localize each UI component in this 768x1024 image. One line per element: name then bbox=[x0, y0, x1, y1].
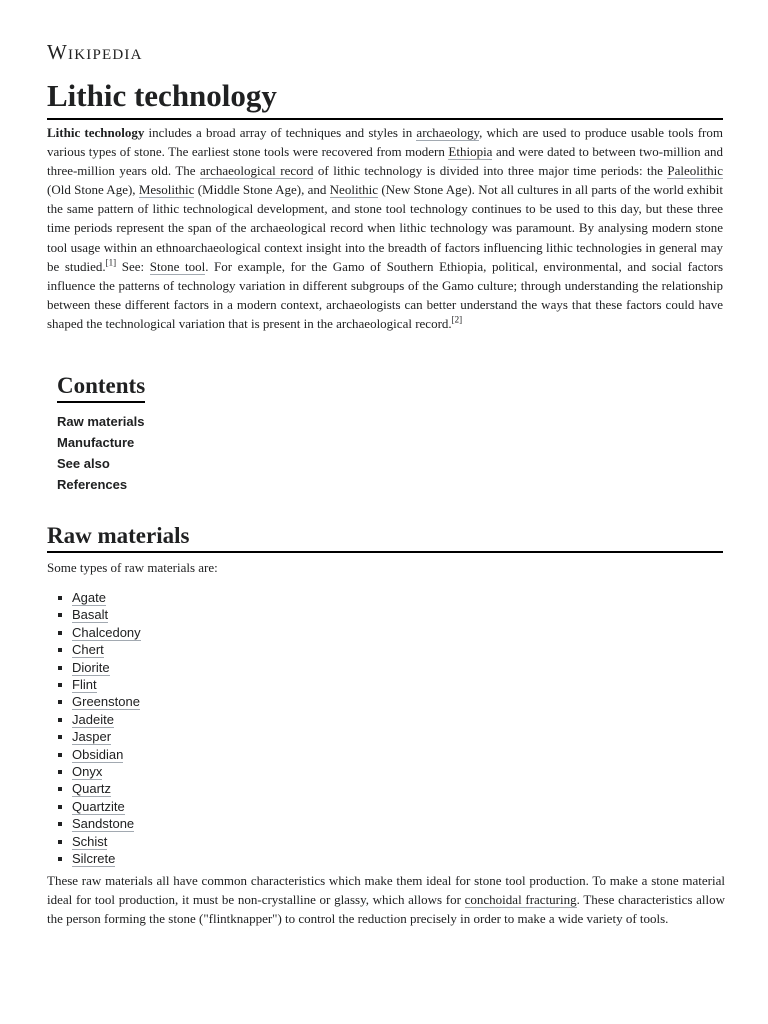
list-item bbox=[47, 763, 141, 780]
link-archaeology[interactable]: archaeology bbox=[416, 125, 480, 140]
list-item bbox=[47, 659, 141, 676]
material-link[interactable]: Schist bbox=[72, 833, 108, 849]
para-text: . These characteristics allow the person forming the stone ("flintknapper") to control the reduction precisely in order to make a wide variety of tools. bbox=[47, 892, 725, 927]
intro-text: , which are used to produce usable tools from various types of stone. The earliest stone tools were recovered from modern bbox=[47, 125, 723, 160]
material-link[interactable]: Silcrete bbox=[72, 851, 116, 867]
material-link[interactable]: Quartzite bbox=[72, 798, 125, 814]
table-of-contents bbox=[57, 372, 145, 495]
material-link[interactable]: Chert bbox=[72, 642, 104, 658]
intro-text: and were dated to between two-million and three-million years old. The bbox=[47, 144, 723, 179]
para-text: These raw materials all have common characteristics which make them ideal for stone tool production. To make a stone material ideal for tool production, it must be non-crystalline or glassy, which allows for bbox=[47, 873, 725, 908]
toc-list bbox=[57, 411, 145, 495]
list-item bbox=[47, 641, 141, 658]
wikipedia-wordmark[interactable]: Wikipedia bbox=[47, 40, 143, 64]
list-item bbox=[47, 815, 141, 832]
material-link[interactable]: Onyx bbox=[72, 764, 103, 780]
raw-materials-paragraph bbox=[47, 871, 725, 928]
link-paleolithic[interactable]: Paleolithic bbox=[667, 163, 724, 179]
toc-item-manufacture[interactable]: Manufacture bbox=[57, 435, 135, 450]
material-link[interactable]: Quartz bbox=[72, 781, 112, 797]
list-item bbox=[47, 589, 141, 606]
list-item bbox=[47, 728, 141, 745]
list-item bbox=[47, 746, 141, 763]
list-item bbox=[47, 850, 141, 867]
list-item bbox=[47, 676, 141, 693]
intro-text: . For example, for the Gamo of Southern Ethiopia, political, environmental, and social factors influence the patterns of technology variation in different subgroups of the Gamo culture; through understanding the relationship between these different factors in a modern context, archaeologists can better understand the ways that these factors could have shaped the technological variation that is present in the archaeological record. bbox=[47, 258, 723, 331]
material-link[interactable]: Chalcedony bbox=[72, 624, 141, 640]
list-item bbox=[47, 624, 141, 641]
toc-item-see-also[interactable]: See also bbox=[57, 456, 110, 471]
material-link[interactable]: Diorite bbox=[72, 659, 110, 675]
reference-1[interactable]: [1] bbox=[105, 257, 117, 268]
list-item bbox=[47, 606, 141, 623]
intro-text: See: bbox=[116, 258, 150, 274]
material-link[interactable]: Flint bbox=[72, 677, 97, 693]
link-archaeological-record[interactable]: archaeological record bbox=[200, 163, 314, 179]
link-conchoidal-fracturing[interactable]: conchoidal fracturing bbox=[464, 892, 577, 908]
link-ethiopia[interactable]: Ethiopia bbox=[448, 144, 493, 160]
list-item bbox=[47, 780, 141, 797]
raw-materials-lead: Some types of raw materials are: bbox=[47, 560, 218, 575]
intro-text: includes a broad array of techniques and styles in bbox=[144, 125, 417, 140]
section-heading-raw-materials: Raw materials bbox=[47, 521, 723, 553]
raw-materials-list bbox=[47, 589, 141, 868]
intro-text: (New Stone Age). Not all cultures in all parts of the world exhibit the same pattern of lithic technological development, and stone tool technology continues to be used to this day, but these three time periods represent the span of the archaeological record when lithic technology was paramount. By analysing modern stone tool usage within an ethnoarchaeological context insight into the breadth of factors influencing lithic technologies in general may be studied. bbox=[47, 182, 723, 274]
intro-text: (Middle Stone Age), and bbox=[194, 182, 330, 198]
intro-text: (Old Stone Age), bbox=[47, 182, 139, 198]
reference-2[interactable]: [2] bbox=[451, 314, 463, 325]
list-item bbox=[47, 693, 141, 710]
material-link[interactable]: Agate bbox=[72, 590, 106, 605]
material-link[interactable]: Greenstone bbox=[72, 694, 140, 710]
bold-term: Lithic technology bbox=[47, 125, 145, 140]
toc-title: Contents bbox=[57, 372, 145, 403]
list-item bbox=[47, 711, 141, 728]
toc-item-references[interactable]: References bbox=[57, 477, 128, 492]
intro-text: of lithic technology is divided into three major time periods: the bbox=[313, 163, 668, 179]
material-link[interactable]: Obsidian bbox=[72, 746, 124, 762]
intro-paragraph bbox=[47, 123, 723, 333]
list-item bbox=[47, 798, 141, 815]
material-link[interactable]: Sandstone bbox=[72, 816, 135, 832]
link-mesolithic[interactable]: Mesolithic bbox=[138, 182, 195, 198]
material-link[interactable]: Jadeite bbox=[72, 711, 114, 727]
toc-item-raw-materials[interactable]: Raw materials bbox=[57, 414, 145, 429]
material-link[interactable]: Jasper bbox=[72, 729, 112, 745]
link-stone-tool[interactable]: Stone tool bbox=[149, 258, 206, 274]
material-link[interactable]: Basalt bbox=[72, 607, 109, 623]
page-title: Lithic technology bbox=[47, 76, 723, 120]
list-item bbox=[47, 833, 141, 850]
link-neolithic[interactable]: Neolithic bbox=[329, 182, 379, 198]
